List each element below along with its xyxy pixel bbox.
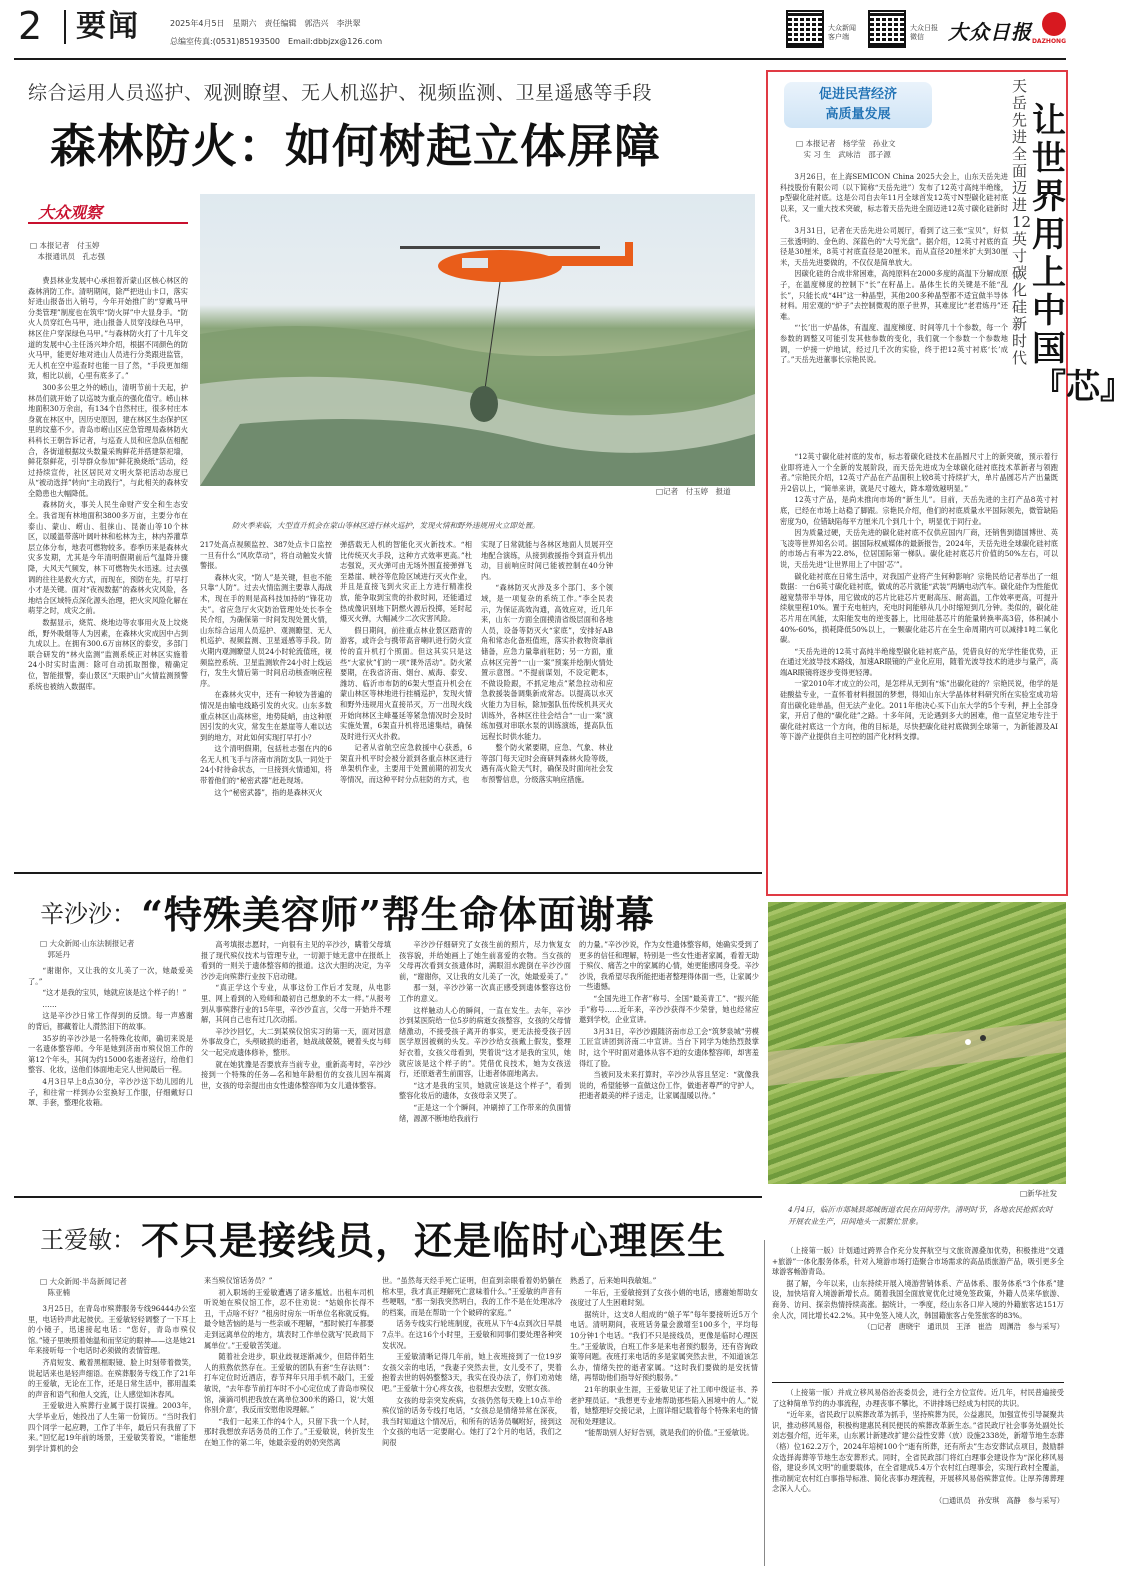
article3-title: 不只是接线员，还是临时心理医生 [141,1218,727,1263]
sidebar-tag-line1: 促进民营经济 [818,87,897,102]
qr-code-wechat [868,10,906,48]
article2-column-1: “谢谢你，又让我的女儿美了一次，她最爱美了。” “这才是我的宝贝，她就应该是这个样子的！” …… 这是辛沙沙日常工作得到的反馈。每一声感谢的背后，都藏着让人潸然泪下的故事。 35岁的辛沙沙是一名特殊化妆师，确切来说是一名遗体整容师。今年是她到济南市殡仪馆工作的第12个年头，其间为约15000名逝者送行，给他们整容、化妆，送他们体面地走完人世间最后一程。 4月3日早上8点30分，辛沙沙送下幼儿园的儿子，和往常一样到办公室换好工作服，仔细戴好口罩、手套，整理化妆箱。 [28,966,193,1108]
article2-column-2: 高考填报志愿时，一向很有主见的辛沙沙，瞒着父母填报了现代殡仪技术与管理专业，一切源于她无意中在报纸上看到的一则关于遗体整容师的报道。这次大胆的决定，为辛沙沙走向殡葬行业按下启动键。 “真正学这个专业，从事这份工作后才发现，从电影里、网上看到的入殓师和最初自己想象的不太一样。”从报考到从事殡葬行业的15年里，辛沙沙直言，父母一开始并不理解，其间自己也有过几次动摇。 辛沙沙回忆，大二到某殡仪馆实习的第一天，面对因意外事故身亡，头颅破损的逝者，她战战兢兢，硬着头皮与师父一起完成遗体修补，整形。 就在她犹豫是否要放弃当前专业，重新高考时，辛沙沙接到一个特殊的任务—名和她年龄相仿的女孩儿因车祸离世，女孩的母亲提出由女性遗体整容师为女儿遗体整容。 [201,940,391,1090]
sidebar-body-top: 3月26日，在上海SEMICON China 2025大会上，山东天岳先进科技股份有限公司（以下简称“天岳先进”）发布了12英寸高纯半绝缘，p型碳化硅衬底。这是公司自去年11月全球首发12英寸N型碳化硅衬底以来，又一重大技术突破，标志着天岳先进全面迈进12英寸碳化硅新时代。 3月31日，记者在天岳先进公司展厅，看到了这三张“宝贝”，好似三张透明的、金色的、深蓝色的“大号光盘”。据介绍，12英寸衬底的直径是30厘米，8英寸衬底直径是20厘米。而从直径20厘米扩大到30厘米，天岳先进要做的，不仅仅是简单放大。 因碳化硅的合成非常困难，高纯原料在2000多度的高温下分解成原子，在温度梯度的控制下“长”在籽晶上。晶体生长的关键是不能“乱长”，只能长成“4H”这一种晶型，其他200多种晶型都不适宜做半导体材料。用宏观的“炉子”去控制微观的原子世界，其难度比“老君炼丹”还难。 “‘长’出一炉晶体，有温度、温度梯度、时间等几十个参数，每一个参数的调整又可能引发其他参数的变化，我们就一个参数一个参数地调，一炉接一炉地试，经过几千次的实验，终于把12英寸衬底‘长’成了。”天岳先进董事长宗艳民说。 [780,172,1008,365]
sidebar-body-bottom: “12英寸碳化硅衬底的发布，标志着碳化硅技术在晶圆尺寸上的新突破，预示着行业即将进入一个全新的发展阶段，而天岳先进成为全球碳化硅衬底技术革新者与领跑者。”宗艳民介绍，12英寸产品在产品面积上较8英寸持续扩大，单片晶圆芯片产出量既升2倍以上，“简单来讲，就是尺寸越大，降本增效越明显。” 12英寸产品，是尚未推向市场的“新生儿”。目前，天岳先进的主打产品8英寸衬底，已经在市场上站稳了脚跟。宗艳民介绍，他们的衬底质量水平国际领先，微管缺陷密度为0，位错缺陷每平方厘米几个到几十个，明显优于同行业。 因为质量过硬，天岳先进的碳化硅衬底不仅供应国内厂商，还销售到德国博世、英飞凌等世界知名公司。据国际权威媒体的最新报告，2024年，天岳先进全球碳化硅衬底的市场占有率为22.8%，位居国际第一梯队。碳化硅衬底芯片价值的50%左右，可以说，天岳先进“让世界用上了中国‘芯’”。 碳化硅衬底在日常生活中，对我国产业将产生何种影响？宗艳民给记者举出了一组数据：一台6英寸碳化硅衬底，做成的芯片就能“武装”两辆电动汽车。碳化硅作为性能优越宽禁带半导体，用它做成的芯片比硅芯片更耐高压、耐高温，工作效率更高，可提升续航里程10%。置于充电桩内，充电时间能够从几小时缩短到几分钟。类似的，碳化硅芯片用在风能，太阳能发电的逆变器上，比用硅基芯片的能量转换率高3倍，体积减小40%-60%，损耗降低50%以上，一颗碳化硅芯片在全生命周期内可以减排1吨二氧化碳。 “天岳先进的12英寸高纯半绝缘型碳化硅衬底产品，凭借良好的光学性能优势，正在通过光波导技术路线，加速AR眼镜的产业化应用，随着光波导技术的进步与量产，高端AR眼镜将逐步变得更轻薄。 一家2010年才成立的公司，是怎样从无到有“炼”出碳化硅的？宗艳民说，他学的是硅酸盐专业，一直怀着材料报国的梦想，得知山东大学晶体材料研究所在实验室成功培育出碳化硅单晶，但无法产业化。2011年他决心买下山东大学的5个专利，押上全部身家，开启了他的“碳化硅”之路。十多年间，无论遇到多大的困难，他一直坚定地专注于碳化硅衬底这一个方向，他的目标是，尽快把碳化硅衬底做到全球第一，为新能源及AI等下游产业提供自主可控的国产化材料支撑。 [780,452,1058,742]
date-line: 2025年4月5日 星期六 责任编辑 郭浩兴 李洪翠 [170,19,361,28]
farm-photo-credit: □新华社发 [1020,1189,1058,1198]
jump-article-1: （上接第一版）计划通过跨界合作充分发挥航空与文旅资源叠加优势，积极推进“交通+旅游”一体化服务体系，针对入境游市场打造聚合市场需求的高品质旅游产品，吸引更多全球游客畅游青岛。 据了解，今年以来，山东持续开展入境游营销体系、产品体系、服务体系“3个体系”建设，加快培育入境游新增长点。随着我国全面放宽优化过境免签政策，外籍人员来华旅游、商务、访问、探亲热情持续高涨。据统计，一季度，经山东各口岸入境的外籍旅客达151万余人次，同比增长42.2%。其中免签入境人次，韩国籍旅客占免签旅客的83%。 （□记者 唐晓宇 通讯员 王泽 崔浩 周渊浩 参与采写） [772,1246,1064,1332]
jump-divider [772,1382,1064,1383]
article-kicker: 综合运用人员巡护、观测瞭望、无人机巡护、视频监测、卫星遥感等手段 [28,82,653,104]
page-number: 2 [18,4,43,48]
photo-caption: 防火季来临，大型直升机会在蒙山等林区进行林火巡护，发现火情和野外违规用火立即处置。 [232,521,540,530]
article3-headline [40,1210,726,1265]
logo-sub: DAZHONG [1031,38,1066,45]
qr-label-client: 大众新闻 客户端 [828,24,856,41]
section-name: 要闻 [76,9,140,44]
article3-column-4: 熟悉了，后来她叫我敏姐。” 一年后，王爱敏接到了女孩小娟的电话，感谢她帮助女孩度过了人生困难时刻。 据统计，这支8人组成的“娘子军”每年要接听近5万个电话。清明期间，夜班话务量会激增至100多个，平均每10分钟1个电话。“我们不只是接线员，更像是临时心理医生。”王爱敏说，白班工作多是来电者预约服务，还有咨询政策等问题。夜班打来电话的多是家属突然去世，不知道该怎么办，情绪失控的逝者家属。“这时我们要做的是安抚情绪，再帮助他们指导好预约服务。” 21年的职业生涯，王爱敏见证了社工师中级证书、养老护理员证。“我想更专业地帮助那些陷入困境中的人。”说着，她整理好交接记录，上面详细记载着每个特殊来电的情况和处理建议。 “能帮助别人好好告别，就是我们的价值。”王爱敏说。 [570,1276,758,1438]
photo-credit: □记者 付玉婷 报道 [656,487,731,496]
farm-photo [768,902,1066,1184]
column-tag [28,198,188,224]
article3-column-1: 3月25日，在青岛市殡葬服务专线96444办公室里，电话铃声此起彼伏。王爱敏轻轻调整了一下耳上的小镜子，迅速接起电话：“您好，青岛市殡仪馆。”镜子里映照着她温和而坚定的眼神——这是她21年来接听每一个电话时必须做的表情管理。 齐肩短发、戴着黑框眼镜、脸上时刻带着微笑，说起话来也是轻声细语。在殡葬服务专线工作了21年的王爱敏，无论在工作，还是日常生活中，都用温柔的声音和语气和他人交流，让人感觉如沐春风。 王爱敏进入殡葬行业属于误打误撞。2003年，大学毕业后，她投出了人生第一份简历。“当时我们四个同学一起应聘，工作了半年，最后只有我留了下来。”回忆起19年前的场景，王爱敏笑着说，“谁能想到学计算机的会 [28,1304,196,1453]
article-byline: □ 本报记者 付玉婷 本报通讯员 孔志强 [30,241,105,261]
qr-label-wechat: 大众日报 微信 [910,24,938,41]
article3-byline: □ 大众新闻·半岛新闻记者 陈亚楠 [40,1277,127,1297]
article-headline: 森林防火：如何树起立体屏障 [50,119,661,173]
article2-headline [40,884,655,939]
qr-code-client [786,10,824,48]
page-number-divider [64,10,66,44]
article2-column-4: 的力量。”辛沙沙说，作为女性遗体整容师，她确实受到了更多的信任和理解，特别是一些女性逝者家属，看着无助于殡仪、痛苦之中的家属的心情，她更能感同身受。辛沙沙说，我希望尽我所能把逝者整理得体面一些，让家属少一些遗憾。 “全国先进工作者”称号、全国“最美青工”、“振兴能手”称号……近年来，辛沙沙获得不少荣誉，她也经常应邀到学校，企业宣讲。 3月31日，辛沙沙跟随济南市总工会“筑梦泉城”劳模工匠宣讲团到济南二中宣讲。当台下同学为她热烈鼓掌时，这个平时面对遗体从容不迫的女遗体整容师，却害羞得红了脸。 当被问及未来打算时，辛沙沙从容且坚定：“就像我说的，希望能够一直做这份工作，做逝者尊严的守护人，把逝者最美的样子送走，让家属温暖以待。” [579,940,759,1101]
right-column-divider [764,1240,765,1566]
farm-scene [768,902,1066,1184]
logo-text: 大众日报 [948,20,1032,44]
column-tag-text: 大众观察 [38,203,103,222]
column-tag-underline [28,222,188,224]
article3-column-3: 世。“虽然每天经手死亡证明，但直到亲眼看着奶奶躺在棺木里，我才真正理解死亡意味着什么。”王爱敏的声音有些哽咽，“那一刻我突然明白，我的工作不是在处理冰冷的档案，而是在帮助一个个破碎的家庭。” 话务专线实行轮班制度，夜班从下午4点到次日早晨7点半。在这16个小时里，王爱敏和同事们要处理各种突发状况。 王爱敏清晰记得几年前，她上夜班接到了一位19岁女孩父亲的电话，“我妻子突然去世，女儿受不了，哭着抱着去世的妈妈整整3天，我实在没办法了，你们劝劝她吧。”王爱敏十分心疼女孩，也很想去安慰，安慰女孩。 女孩的母亲突发疾病，女孩仍然每天晚上10点半给殡仪馆的话务专线打电话，“女孩总是情绪异常在深夜，我当时知道这个情况后，和所有的话务员嘱咐好，接到这个女孩的电话一定要耐心。她打了2个月的电话，我们之间很 [382,1276,562,1447]
logo-emblem-icon [1042,12,1066,36]
article2-title: “特殊美容师”帮生命体面谢幕 [141,892,655,937]
article3-person: 王爱敏： [40,1226,136,1254]
article2-column-3: 辛沙沙仔细研究了女孩生前的照片，尽力恢复女孩容貌，并给她画上了她生前喜爱的衣物。当女孩的父母再次看到女孩遗体时，满眼泪水跪倒在辛沙沙面前，“谢谢你，又让我的女儿美了一次，她最爱美了。” 那一刻，辛沙沙第一次真正感受到遗体整容这份工作的意义。 这样触动人心的瞬间，一直在发生。去年，辛沙沙到某医院给一位5岁的病逝女孩整容，女孩的父母情绪激动，不接受孩子离开的事实，更无法接受孩子因医学原因被剃的头发。辛沙沙给女孩戴上假发，整理好衣着，女孩父母看到，哭着说“这才是我的宝贝，她就应该是这个样子的”。凭借优良技术，她为女孩送行，还原逝者生前面容，让逝者体面地离去。 “这才是我的宝贝，她就应该是这个样子”，看到整容化妆后的遗体，女孩母亲又哭了。 “正是这一个个瞬间，冲刷掉了工作带来的负面情绪，源源不断地给我前行 [399,940,571,1123]
sidebar-subheadline: 天岳先进全面迈进12英寸碳化硅新时代 [1012,77,1032,367]
article1-column-2: 217处高点视频监控、387处点卡口监控一旦有什么“风吹草动”，将自动触发火情警报。 森林火灾，“防人”是关键，但也不能只靠“人防”。过去火情监测主要靠人海战术，现在手的则是高科技加持的“锋花功夫”。省应急厅火灾防治管理处处长李全民介绍，为确保第一时间发现处置火情，山东综合运用人员巡护、观测瞭望、无人机巡护、视频监测、卫星遥感等手段。防火期内观测瞭望人员24小时轮流值班，视频监控系统、卫星监测软件24小时上线运行，发生火情后第一时间启动核查响应程序。 在森林火灾中，还有一种较为普遍的情况是由输电线路引发的火灾。山东多数重点林区山高林密，地势陡峭，由这种原因引发的火灾，常发生在悬崖等人难以达到的地方，对此如何实现打早打小？ 这个清明假期，包括杜志强在内的6名无人机飞手与济南市消防支队一同处于24小时待命状态，一旦接到火情通知，将带着他们的“秘密武器”赶赴现场。 这个“秘密武器”，指的是森林灭火 [200,540,332,797]
masthead-rule [14,58,1066,60]
sidebar-tag-line2: 高质量发展 [825,107,891,122]
section-divider-2 [14,1196,762,1198]
section-divider-1 [14,872,762,874]
sidebar-tag [784,82,932,128]
article2-byline: □ 大众新闻·山东法制报记者 郭延丹 [40,939,135,959]
forest-fire-photo [200,194,755,486]
sidebar-box [766,70,1134,896]
article1-column-4: 实现了日常就能与各林区地面人员展开空地配合演练，从接到救援指令到直升机出动，目前响应时间已能被控制在40分钟内。 “森林防灭火涉及多个部门、多个领域，是一项复杂的系统工作。”李全民表示，为保证高效沟通，高效应对，近几年来，山东一方面全面摸清省级层面和各地人员，设备等防灭火“家底”，安排好AB角和常态化备班值班，落实扑救物资靠前储备，应急力量靠前驻防；另一方面，重点林区完善“一山一案”预案并绘制火情处置示意图。“不提前谋划，不设定靶本，不做设险跟，不抓定地点”紧急拉动和应急救援装备调集新成常态。以提高以水灭火能力为目标，除加强队伍传统机具灭火训练外，各林区往往会结合“一山一案”演练加强对串联水泵的训练演练，提高队伍远程长时供水能力。 整个防火紧要期，应急、气象、林业等部门每天定时会商研判森林火险等级，遇有高火险天气时，确保及时面向社会发布预警信息，分级落实响应措施。 [481,540,613,785]
jump-article-2: （上接第一版）并成立移风易俗治丧委员会，进行全方位宣传。近几年，村民普遍接受了这种简单节约的办事流程，办理丧事不攀比，不讲排场已经成为村民的共识。 “近年来，省民政厅以殡葬改革为抓手，坚持殡葬为民，公益惠民，加强宣传引导凝聚共识，推动移风易俗，积极构建惠民利民便民的殡葬改革新生态。”省民政厅社会事务处副处长刘志强介绍，近年来，山东累计新建改扩建公益性安葬（放）设施2338处，新增节地生态葬（格）位162.2万个，2024年培树100个“逝有所葬，还有所去”生态安葬试点项目，鼓励群众选择海葬等节地生态安葬形式。同时，全省民政部门将红白理事会建设作为“深化移风易俗，建设乡风文明”的重要载体，在全省建成5.4万个农村红白理事会，实现行政村全覆盖，推动制定农村红白事指导标准、简化丧事办理流程，开展移风易俗殡葬宣传。让厚养薄葬理念深入人心。 （□通讯员 孙安琪 高静 参与采写） [772,1388,1064,1505]
contact-line: 总编室传真:(0531)85193500 Email:dbbjzx@126.com [170,37,383,46]
newspaper-logo [948,10,1066,50]
masthead [0,0,1080,60]
article1-column-3: 弹搭载无人机的智能化灭火新技术。“相比传统灭火手段，这种方式效率更高。”杜志强说，灭火弹可由无场外围直接弹弹飞至悬崖、峡谷等危险区域进行灭火作业，并且是直接飞到火灾正上方进行精准投放，能争取到宝贵的扑救时间，还能通过热成像识别地下阴燃火源后投掷，延时起爆灭火弹，大幅减少二次灾害风险。 假日期间，前往重点林业景区踏青的游客，或许会与携带高音喇叭进行防火宣传的直升机打个照面。但这其实只是这些“大家伙”们的一项“课外活动”。防火紧要期，在我省济南、烟台、威海、泰安、潍坊、临沂市布防的6架大型直升机会在蒙山林区等林地进行挂桶巡护，发现火情和野外违规用火直接吊灭，万一出现火线开始向林区主峰蔓延等紧急情况时会及时实施处置，6架直升机将迅速集结，确保及时进行灭火扑救。 记者从省航空应急救援中心获悉，6架直升机平时会被分派到各重点林区进行单架机作业，主要用于处置前期的初发火等情况，而这种平时分点驻防的方式，也 [340,540,472,785]
article2-person: 辛沙沙： [40,900,136,928]
sidebar-headline: 让世界用上中国『芯』 [1032,101,1134,407]
farm-photo-caption: 4月4日，临沂市郯城县郯城街道农民在田间劳作。清明时节，各地农民抢抓农时开展农业生产，田间地头一派繁忙景象。 [788,1205,1053,1226]
article3-column-2: 来当殡仪馆话务员？” 初入职场的王爱敏遭遇了诸多尴尬。出租车司机听说她在殡仪馆工作，忍不住劝说：“姑娘你长得不丑，干点啥不好？”租房时房东一听单位名称就反悔。最令她苦恼的是与一些亲戚不理解，“那时候打车都要走到远离单位的地方，填表时工作单位就写‘民政局下属单位’。”王爱敏苦笑道。 随着社会进步，职业歧视逐渐减少，但陪伴陌生人的煎熬依然存在。王爱敏的团队有套“生存法则”：打车定位时近酒店，春节拜年只用手机不敲门，王爱敏说，“去年春节前打车时不小心定位成了青岛市殡仪馆，滴滴司机把我放在离单位300米的路口，说‘大姐你别介意’，我反而安慰他说理解。” “我们一起来工作的4个人，只留下我一个人时，那时我想放弃话务员的工作了。”王爱敏说，转折发生在她工作的第二年，她最亲爱的奶奶突然离 [204,1276,374,1447]
sidebar-byline: □ 本报记者 杨学莹 孙业文 实 习 生 武咏洁 邵子源 [796,139,896,159]
article1-column-1: 费县林业发展中心承担着沂蒙山区核心林区的森林消防工作。清明期间，除严把进山卡口，落实好进山报备出入销号，今年开始推广的“穿戴马甲 分类管理”制度也在筑牢“防火屏”中大显身手。“防火人员穿红色马甲，进山报备人员穿浅绿色马甲，林区住户穿深绿色马甲。”与森林防火打了十几年交道的发展中心主任汤兴坤介绍，根据不同颜色的防火马甲，能更好地对进山人员进行分类跟进监管，无人机在空中巡查时也能一目了然，“手段更加细致，相比以前，心里有底多了。” 300多公里之外的崂山，清明节前十天起，护林员们就开始了以巡坡为重点的强化值守。崂山林地面积30万余亩，有134个自然村庄，很多村庄本身就在林区中，因历史原因，建在林区生态保护区里的坟墓不少。青岛市崂山区应急管理局森林防火科科长王朝告诉记者，与巡查人员和应急队伍相配合，各街道根据坟头数量采购鲜花并搭建祭祀墙，鲜花祭鲜花，引导群众参加“鲜花换烧纸”活动，经过持续宣传，社区居民对文明火祭祀活动态度已从“被动选择”转向“主动践行”，与此相关的森林安全隐患也大幅降低。 森林防火，事关人民生命财产安全和生态安全。我省现有林地面积3800多万亩，主要分布在泰山、蒙山、崂山、徂徕山、昆嵛山等10个林区，以暖温带落叶阔叶林和松林为主，林内养灌草层立体分布，地表可燃物较多。春季历来是森林火灾多发期，尤其是今年清明假期前后气温降升骤降，大风天气频发，林下可燃物失水迅速。过去强调的往往是救火方式，而现在，预防在先，打早打小才是关键。面对“夜视数据”的森林火灾风险，各地结合区域特点深化源头治理，把火灾风险化解在萌芽之时，成灾之前。 数据显示，烧荒、烧地边等农事用火及上坟烧纸，野外吸烟等人为因素，在森林火灾成因中占到九成以上。在拥有300.6万亩林区的泰安，多部门联合研发的“林火监测”监测系统正对林区实施着24小时实时监测：除可自动抓取图像，精确定位，智能报警，泰山景区“天眼护山”火情监测预警系统也被纳入数据库。 [28,276,196,691]
photo-scene [200,194,755,486]
